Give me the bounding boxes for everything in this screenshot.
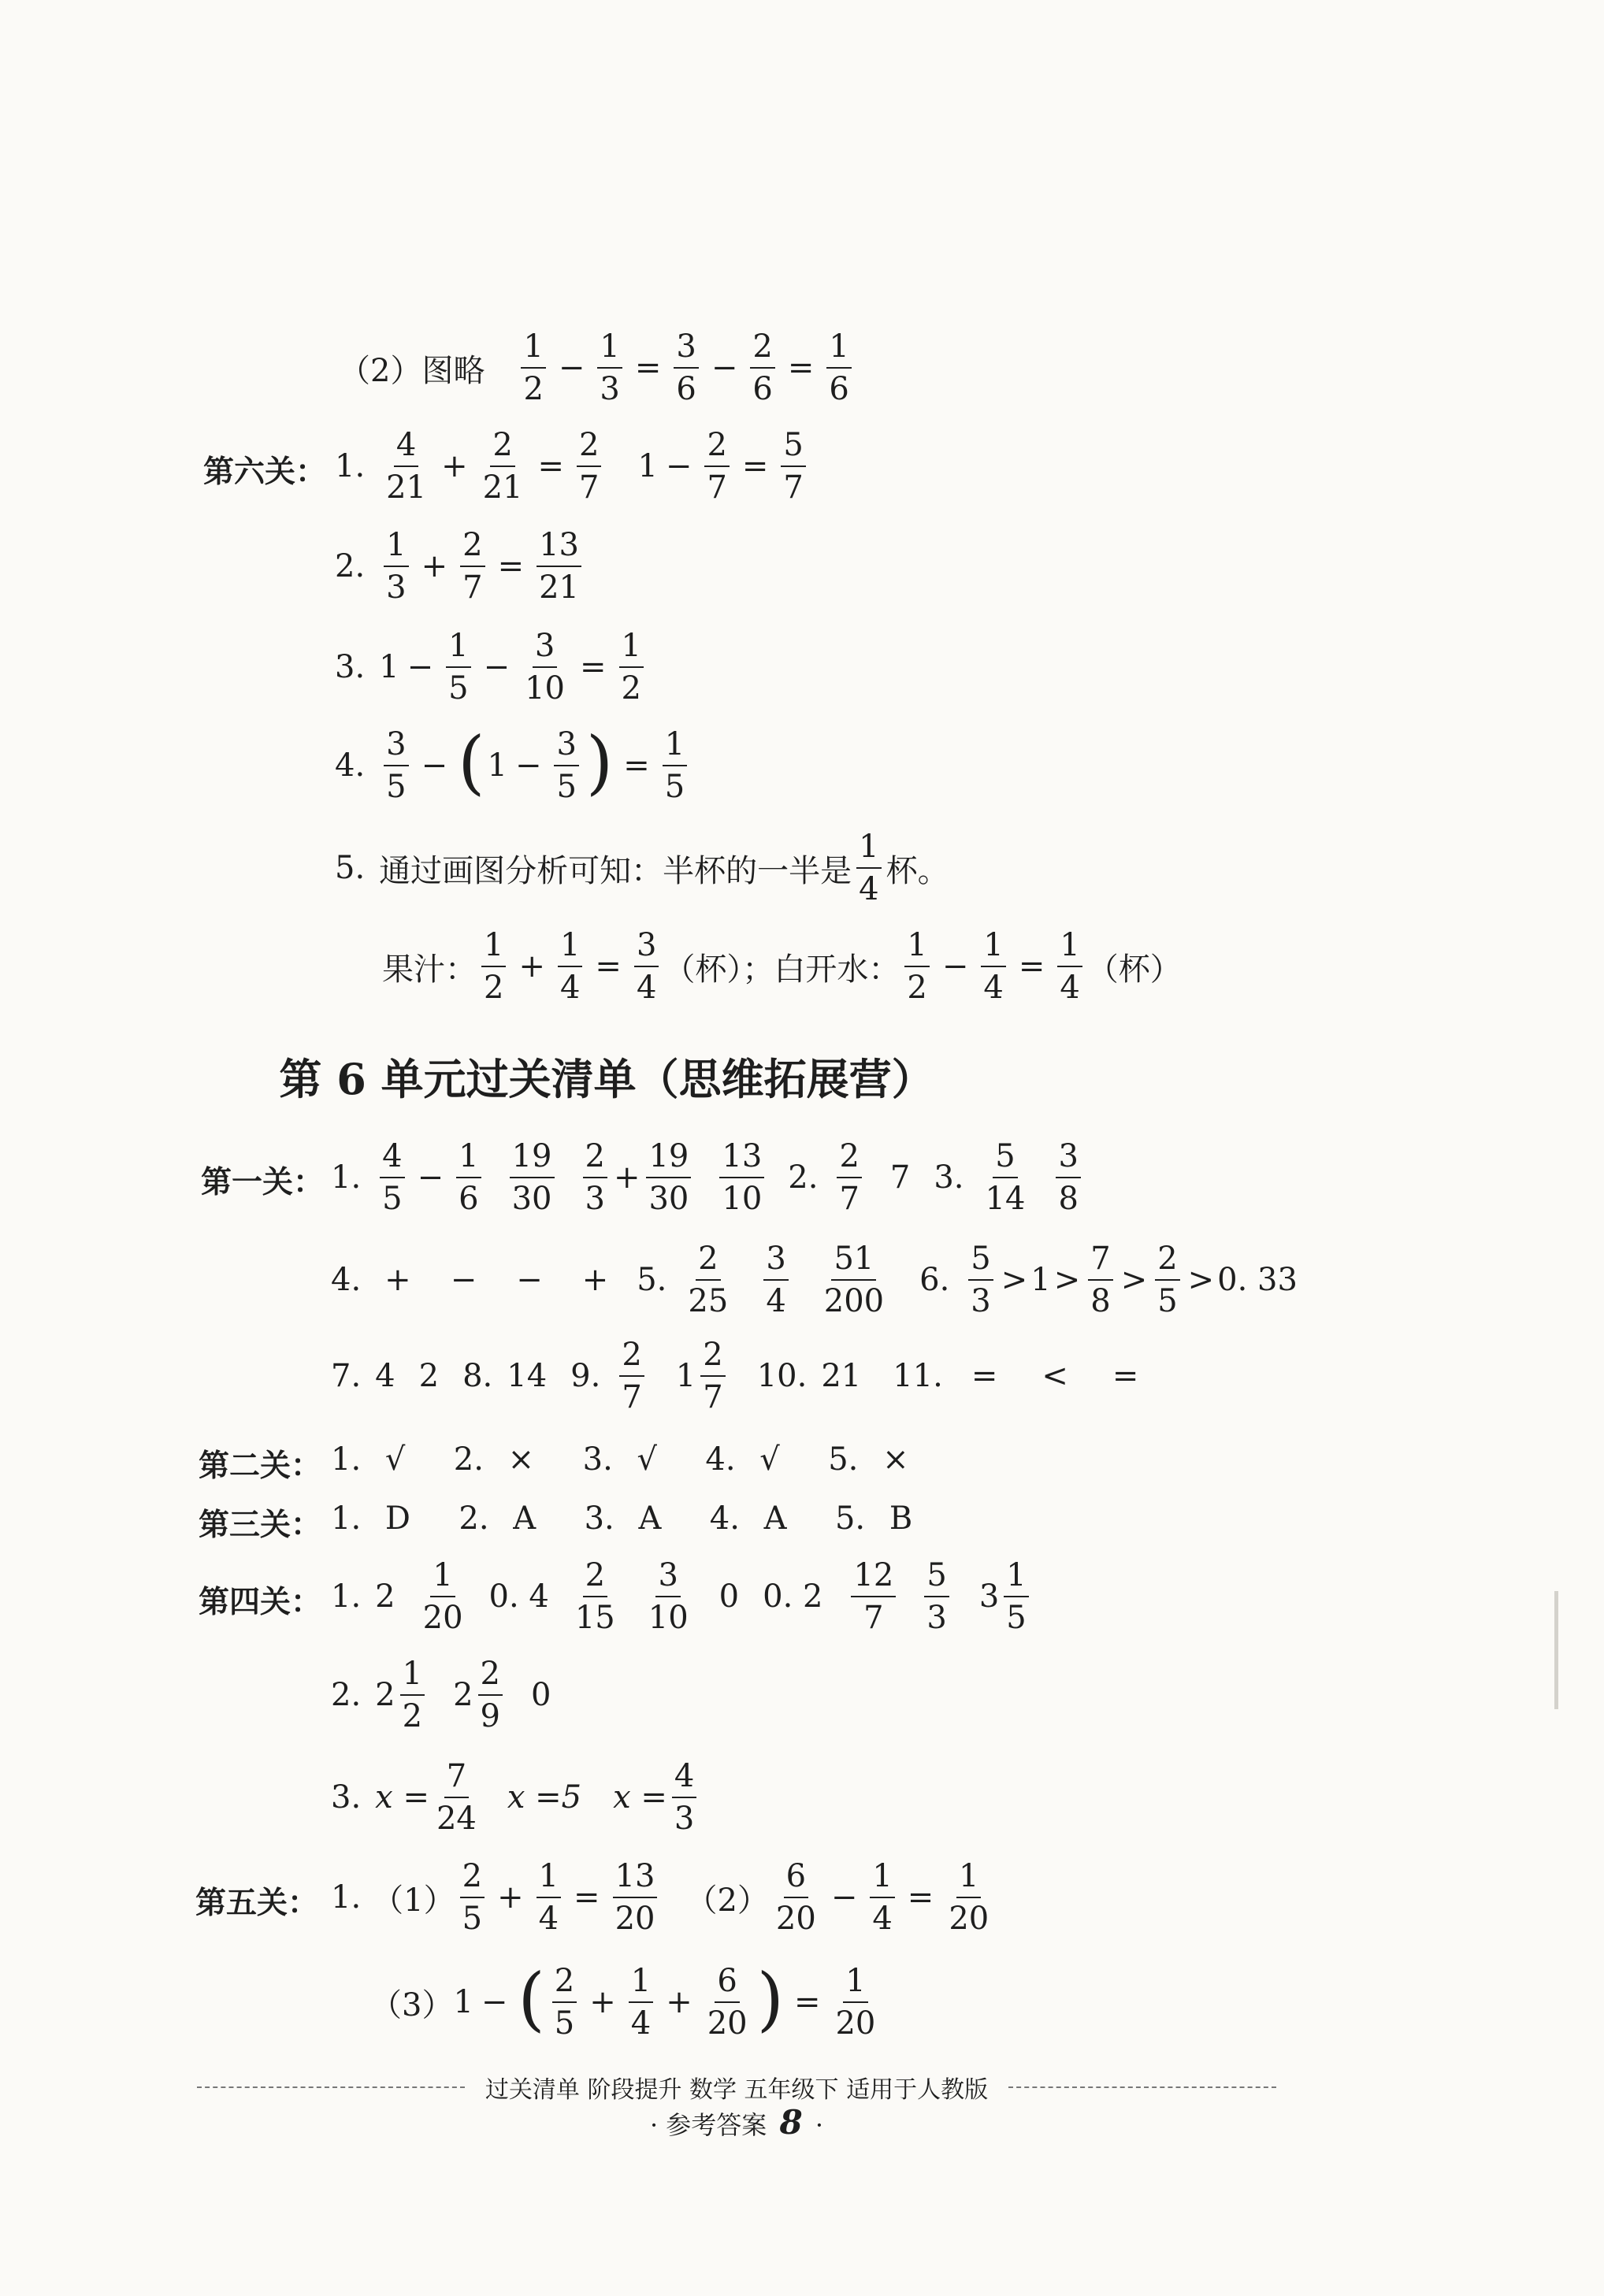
fraction: $\frac{3}{10}$ xyxy=(648,1557,689,1636)
fraction: $\frac{6}{20}$ xyxy=(775,1858,816,1937)
level3-tag: 第三关： xyxy=(199,1508,322,1543)
fraction: $\frac{2}{7}$ xyxy=(700,1339,725,1413)
fraction: $\frac{5}{3}$ xyxy=(924,1560,949,1634)
fraction: $\frac{13}{20}$ xyxy=(613,1860,658,1934)
fraction: $\frac{1}{4}$ xyxy=(856,831,881,905)
level1-row3: 7. 4 2 8. 14 9. $\frac{2}{7}$ 1 $\frac{2}{7}$ 10. 21 11. = < = xyxy=(331,1337,1139,1415)
level6-tag: 第六关： xyxy=(203,454,327,490)
left-paren: ( xyxy=(458,721,485,803)
fraction: $\frac{2}{9}$ xyxy=(478,1658,503,1732)
fraction: $\frac{2}{15}$ xyxy=(574,1557,615,1636)
footer xyxy=(197,2070,1276,2105)
fraction: $\frac{13}{21}$ xyxy=(537,529,581,603)
fraction: $\frac{4}{3}$ xyxy=(672,1760,696,1834)
prev-q2-label: （2）图略 xyxy=(339,352,485,389)
fraction: $\frac{51}{200}$ xyxy=(823,1241,885,1319)
scan-edge-mark xyxy=(1554,1591,1558,1709)
fraction: $\frac{4}{5}$ xyxy=(380,1141,404,1215)
fraction: $\frac{1}{20}$ xyxy=(422,1557,463,1636)
fraction: $\frac{3}{4}$ xyxy=(763,1243,788,1317)
fraction: $\frac{2}{3}$ xyxy=(583,1141,607,1215)
fraction: $\frac{2}{5}$ xyxy=(552,1965,577,2039)
fraction: $\frac{2}{5}$ xyxy=(1155,1243,1179,1317)
fraction: $\frac{2}{25}$ xyxy=(688,1241,729,1319)
fraction: $\frac{1}{4}$ xyxy=(1057,929,1082,1003)
footer-text: 过关清单 阶段提升 数学 五年级下 适用于人教版 xyxy=(485,2076,989,2104)
level4-row3: 3. x = $\frac{7}{24}$ x =5 x = $\frac{4}{3}$ xyxy=(331,1760,701,1834)
fraction: $\frac{1}{20}$ xyxy=(835,1963,876,2042)
prev-q2-line: （2）图略 $\frac{1}{2}$ − $\frac{1}{3}$ = $\frac{3}{6}$ − $\frac{2}{6}$ = $\frac{1}{6}$ xyxy=(339,331,856,405)
fraction: $\frac{1}{2}$ xyxy=(619,630,644,704)
fraction: $\frac{7}{8}$ xyxy=(1088,1243,1112,1317)
level6-q5: 5. 通过画图分析可知：半杯的一半是 $\frac{1}{4}$ 杯。 xyxy=(335,829,949,907)
fraction: $\frac{6}{20}$ xyxy=(707,1963,748,2042)
fraction: $\frac{1}{4}$ xyxy=(558,929,582,1003)
right-paren: ) xyxy=(585,721,614,803)
level1-tag: 第一关： xyxy=(201,1165,325,1200)
fraction: $\frac{2}{7}$ xyxy=(460,529,485,603)
fraction: $\frac{2}{6}$ xyxy=(750,331,774,405)
right-paren: ) xyxy=(756,1958,784,2039)
level4-row2: 2. 2 $\frac{1}{2}$ 2 $\frac{2}{9}$ 0 xyxy=(331,1656,551,1734)
level1-row2: 4. + − − + 5. $\frac{2}{25}$ $\frac{3}{4}$ $\frac{51}{200}$ 6. $\frac{5}{3}$ > 1 > $\frac{7}{8}$ > $\frac{2}{5}$ > 0. 33 xyxy=(331,1241,1298,1319)
fraction: $\frac{1}{5}$ xyxy=(663,729,687,803)
fraction: $\frac{1}{20}$ xyxy=(949,1858,990,1937)
fraction: $\frac{1}{2}$ xyxy=(904,929,929,1003)
section-title: 第 6 单元过关清单（思维拓展营） xyxy=(279,1054,934,1104)
fraction: $\frac{1}{5}$ xyxy=(1004,1560,1028,1634)
fraction: $\frac{2}{7}$ xyxy=(619,1339,644,1413)
fraction: $\frac{13}{10}$ xyxy=(719,1141,764,1215)
page-suffix: · xyxy=(815,2110,824,2140)
level5-tag: 第五关： xyxy=(195,1886,319,1921)
fraction: $\frac{1}{6}$ xyxy=(456,1141,481,1215)
fraction: $\frac{12}{7}$ xyxy=(851,1560,896,1634)
footer-divider-left xyxy=(197,2086,465,2088)
fraction: $\frac{3}{6}$ xyxy=(674,331,698,405)
page-number: 8 xyxy=(779,2103,803,2142)
fraction: $\frac{2}{7}$ xyxy=(704,429,729,503)
fraction: $\frac{1}{3}$ xyxy=(384,529,408,603)
left-paren: ( xyxy=(518,1958,545,2039)
fraction: $\frac{5}{14}$ xyxy=(985,1138,1026,1217)
fraction: $\frac{3}{5}$ xyxy=(554,729,578,803)
fraction: $\frac{1}{2}$ xyxy=(400,1658,425,1732)
fraction: $\frac{2}{21}$ xyxy=(482,427,523,506)
fraction: $\frac{1}{6}$ xyxy=(826,331,851,405)
fraction: $\frac{1}{4}$ xyxy=(981,929,1005,1003)
fraction: $\frac{2}{7}$ xyxy=(577,429,601,503)
fraction: $\frac{4}{21}$ xyxy=(386,427,427,506)
fraction: $\frac{1}{2}$ xyxy=(521,331,545,405)
footer-divider-right xyxy=(1008,2086,1276,2088)
fraction: $\frac{3}{4}$ xyxy=(634,929,659,1003)
level4-tag: 第四关： xyxy=(199,1585,322,1620)
level3-answers: 1. D 2. A 3. A 4. A 5. B xyxy=(331,1500,913,1537)
fraction: $\frac{3}{8}$ xyxy=(1056,1141,1080,1215)
fraction: $\frac{1}{3}$ xyxy=(597,331,622,405)
fraction: $\frac{1}{5}$ xyxy=(446,630,470,704)
level6-q1: 1. $\frac{4}{21}$ + $\frac{2}{21}$ = $\frac{2}{7}$ 1 − $\frac{2}{7}$ = $\frac{5}{7}$ xyxy=(335,429,811,503)
level6-q2: 2. $\frac{1}{3}$ + $\frac{2}{7}$ = $\frac{13}{21}$ xyxy=(335,529,586,603)
fraction: $\frac{3}{10}$ xyxy=(525,628,566,707)
level2-answers: 1. √ 2. × 3. √ 4. √ 5. × xyxy=(331,1441,909,1478)
level6-q5-answer: 果汁： $\frac{1}{2}$ + $\frac{1}{4}$ = $\frac{3}{4}$ （杯）；白开水： $\frac{1}{2}$ − $\frac{1}{4}$ = $\frac{1}{4}$ （杯） xyxy=(382,927,1182,1006)
level2-tag: 第二关： xyxy=(199,1448,322,1484)
fraction: $\frac{1}{2}$ xyxy=(481,929,506,1003)
fraction: $\frac{5}{7}$ xyxy=(781,429,805,503)
level6-q4: 4. $\frac{3}{5}$ − ( 1 − $\frac{3}{5}$ ) = $\frac{1}{5}$ xyxy=(335,729,692,803)
level6-q3: 3. 1 − $\frac{1}{5}$ − $\frac{3}{10}$ = $\frac{1}{2}$ xyxy=(335,630,648,704)
level5-row2: （3） 1 − ( $\frac{2}{5}$ + $\frac{1}{4}$ + $\frac{6}{20}$ ) = $\frac{1}{20}$ xyxy=(370,1965,882,2039)
level5-row1: 1. （1） $\frac{2}{5}$ + $\frac{1}{4}$ = $\frac{13}{20}$ （2） $\frac{6}{20}$ − $\frac{1}{4}$ = $\frac{1}{20}$ xyxy=(331,1860,996,1934)
level1-row1: 1. $\frac{4}{5}$ − $\frac{1}{6}$ $\frac{19}{30}$ $\frac{2}{3}$ + $\frac{19}{30}$ $\frac{13}{10}$ 2. $\frac{2}{7}$ 7 3. $\frac{5}{14}$ $\frac{3}{8}$ xyxy=(331,1141,1086,1215)
fraction: $\frac{2}{5}$ xyxy=(460,1860,485,1934)
fraction: $\frac{2}{7}$ xyxy=(837,1141,861,1215)
fraction: $\frac{1}{4}$ xyxy=(537,1860,561,1934)
fraction: $\frac{19}{30}$ xyxy=(510,1141,555,1215)
fraction: $\frac{19}{30}$ xyxy=(646,1141,691,1215)
page-prefix: · 参考答案 xyxy=(649,2110,767,2140)
fraction: $\frac{1}{4}$ xyxy=(870,1860,894,1934)
page-number-line xyxy=(0,2103,1473,2142)
fraction: $\frac{3}{5}$ xyxy=(384,729,408,803)
level4-row1: 1. 2 $\frac{1}{20}$ 0. 4 $\frac{2}{15}$ $\frac{3}{10}$ 0 0. 2 $\frac{12}{7}$ $\frac{5}{3}$ 3 $\frac{1}{5}$ xyxy=(331,1560,1034,1634)
fraction: $\frac{7}{24}$ xyxy=(436,1758,477,1837)
fraction: $\frac{5}{3}$ xyxy=(968,1243,993,1317)
fraction: $\frac{1}{4}$ xyxy=(629,1965,653,2039)
